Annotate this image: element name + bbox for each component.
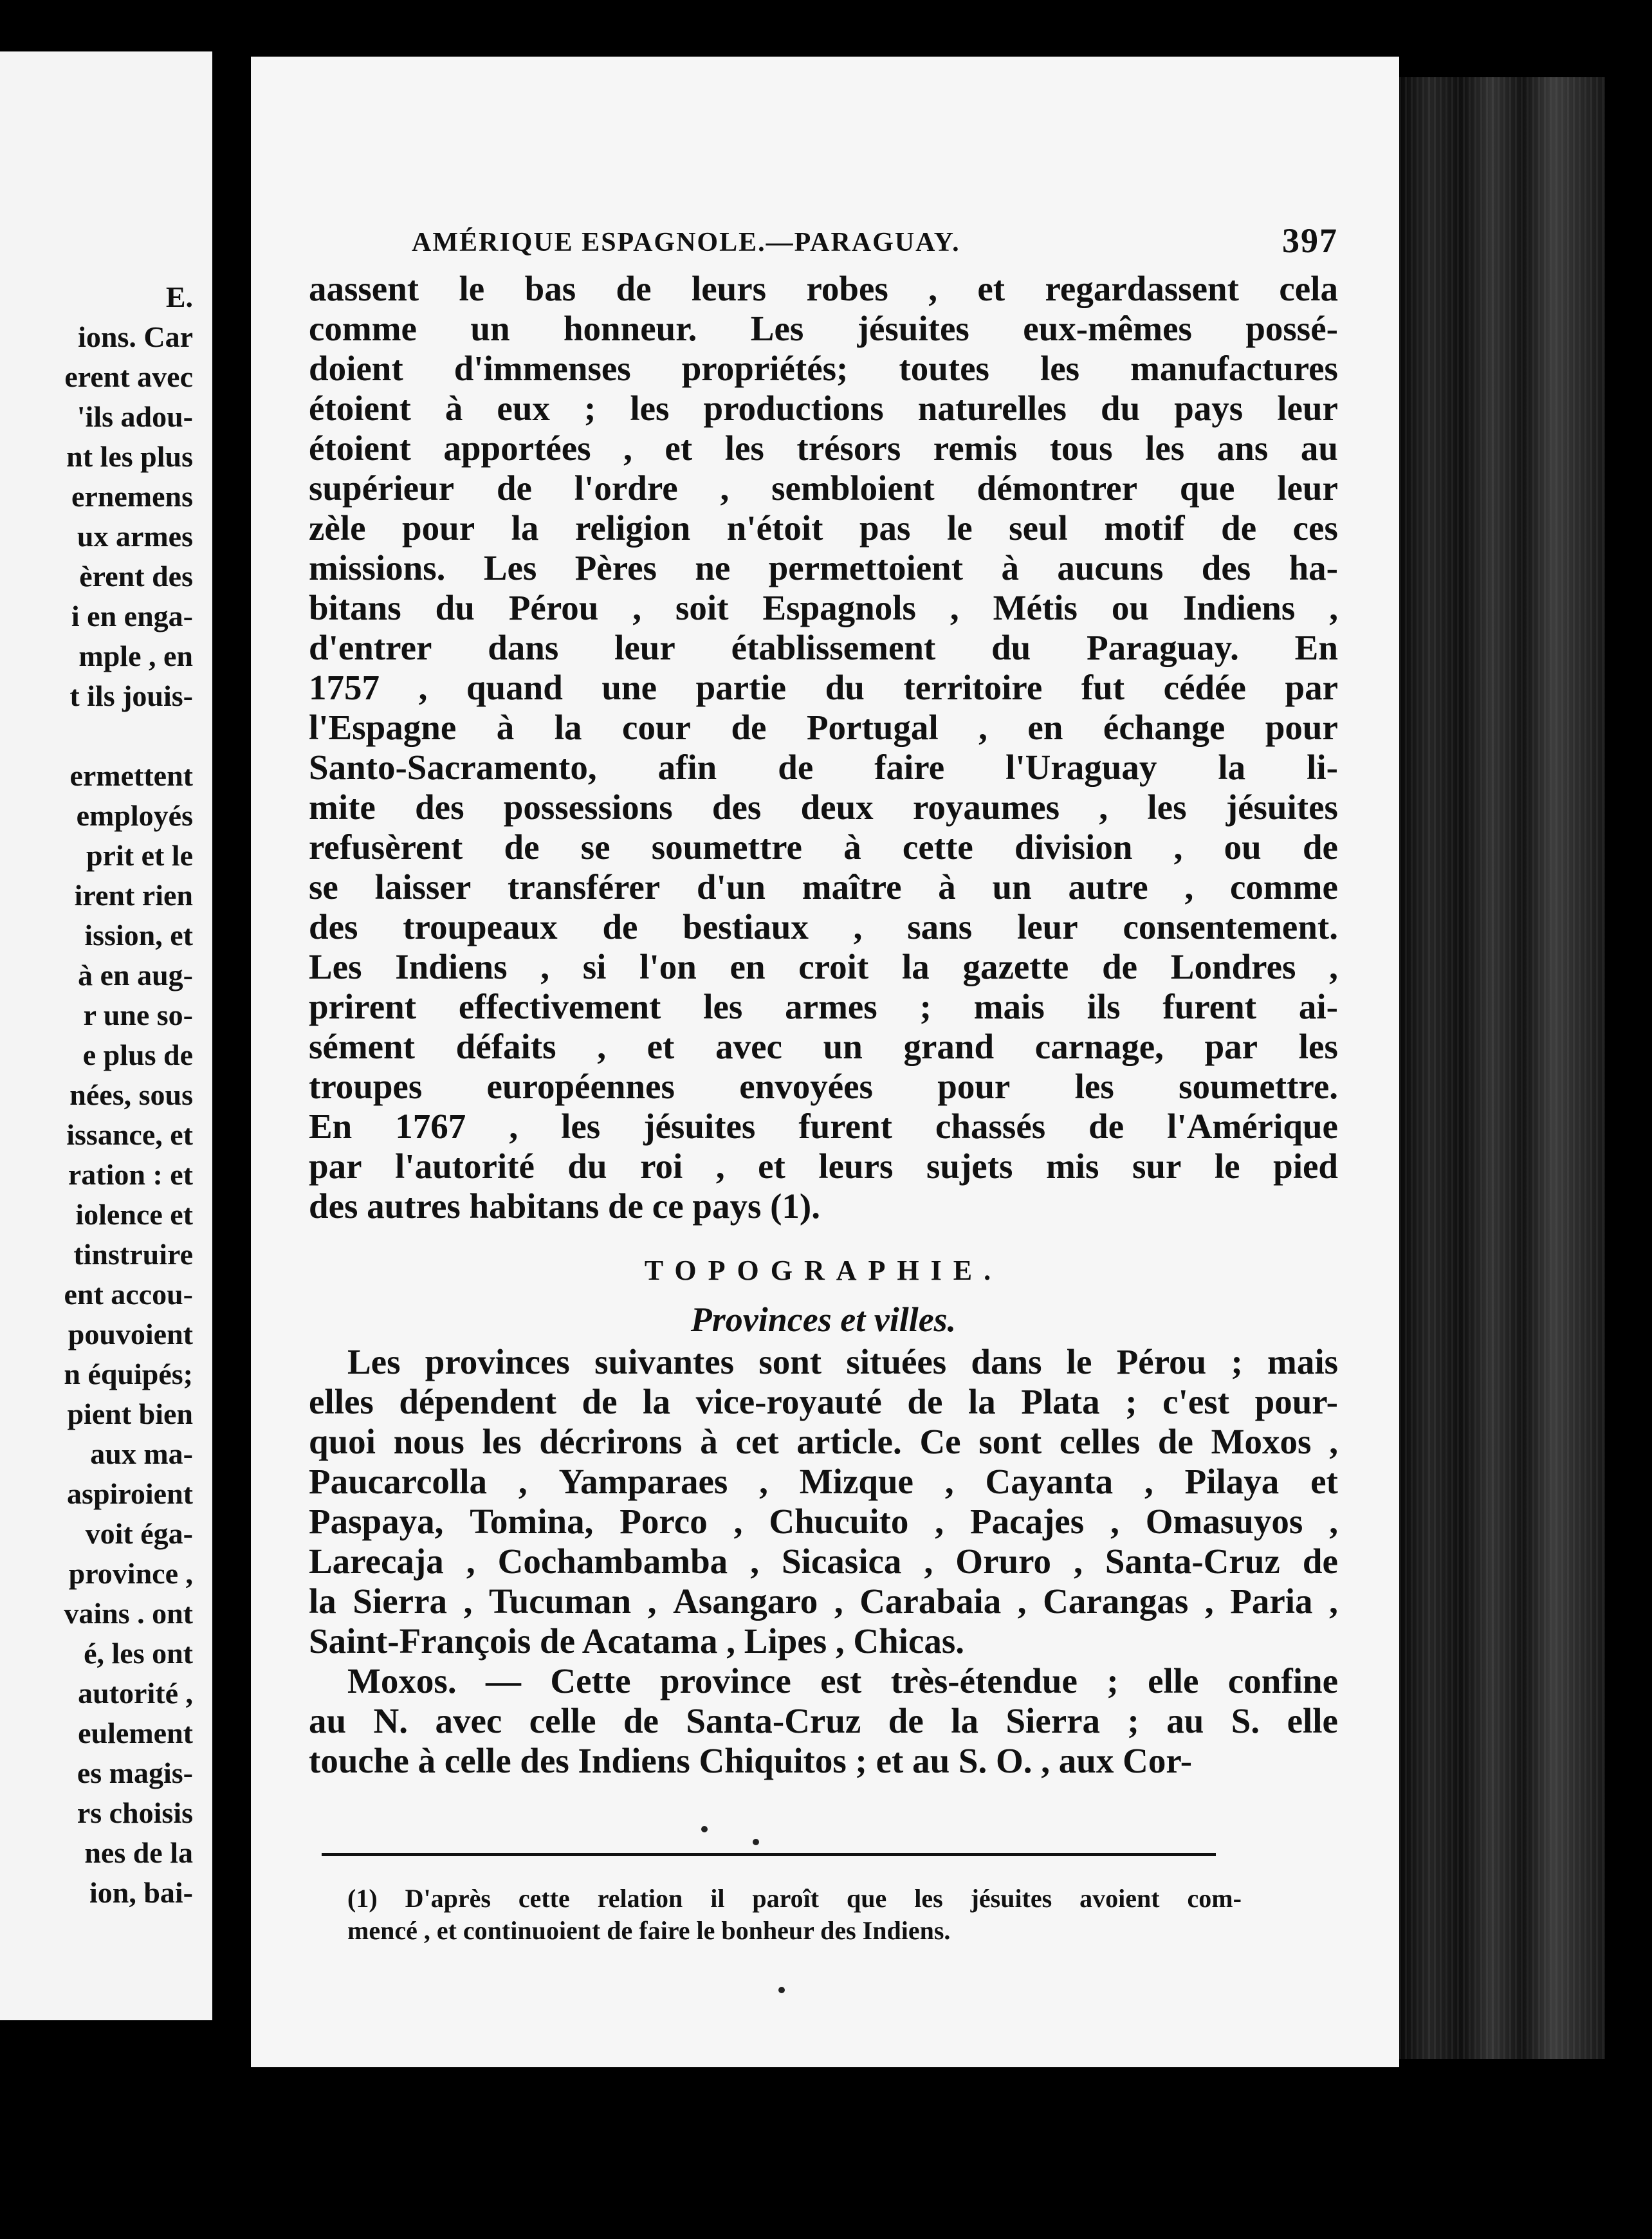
left-page-line: pouvoient — [68, 1318, 193, 1350]
left-page-line: mple , en — [78, 640, 193, 672]
left-page-line: province , — [68, 1557, 193, 1590]
text-line: prirent effectivement les armes ; mais ils furent ai- — [309, 987, 1338, 1026]
left-page-line: iolence et — [75, 1198, 193, 1231]
left-page-line: autorité , — [78, 1677, 193, 1709]
left-page-line: nes de la — [84, 1836, 193, 1869]
footnote — [347, 1883, 1242, 1947]
left-page-line: E. — [165, 281, 193, 313]
text-line: mencé , et continuoient de faire le bonheur des Indiens. — [347, 1916, 951, 1945]
left-page-line: ission, et — [84, 919, 193, 952]
left-page-line: voit éga- — [85, 1517, 193, 1550]
left-page-line: é, les ont — [84, 1637, 193, 1670]
text-line: doient d'immenses propriétés; toutes les manufactures — [309, 349, 1338, 388]
left-page-line: prit et le — [86, 839, 193, 872]
text-line: par l'autorité du roi , et leurs sujets mis sur le pied — [309, 1147, 1338, 1186]
text-line: Les Indiens , si l'on en croit la gazette de Londres , — [309, 947, 1338, 986]
text-line: En 1767 , les jésuites furent chassés de l'Amérique — [309, 1107, 1338, 1146]
running-head: AMÉRIQUE ESPAGNOLE.—PARAGUAY. — [412, 228, 960, 257]
paragraph-provinces — [309, 1342, 1338, 1661]
text-line: 1757 , quand une partie du territoire fut cédée par — [309, 668, 1338, 707]
text-line: refusèrent de se soumettre à cette division , ou de — [309, 827, 1338, 867]
text-line: sément défaits , et avec un grand carnage, par les — [309, 1027, 1338, 1066]
left-page-line: ernemens — [71, 480, 193, 513]
text-line: bitans du Pérou , soit Espagnols , Métis ou Indiens , — [309, 588, 1338, 627]
left-page-line: issance, et — [66, 1118, 193, 1151]
left-page-line: t ils jouis- — [69, 679, 193, 712]
left-page-fragment — [0, 51, 212, 2020]
main-text — [309, 269, 1338, 1781]
left-page-line: ux armes — [77, 520, 193, 553]
left-page-line: pient bien — [67, 1397, 193, 1430]
left-page-line: n équipés; — [64, 1358, 193, 1390]
paragraph-moxos — [309, 1661, 1338, 1781]
text-line: zèle pour la religion n'étoit pas le seul motif de ces — [309, 508, 1338, 548]
left-page-line: aspiroient — [67, 1477, 193, 1510]
text-line: se laisser transférer d'un maître à un autre , comme — [309, 867, 1338, 907]
left-page-line: rs choisis — [77, 1796, 193, 1829]
text-line: Saint-François de Acatama , Lipes , Chicas. — [309, 1621, 965, 1661]
text-line: Santo-Sacramento, afin de faire l'Uraguay la li- — [309, 748, 1338, 787]
text-line: au N. avec celle de Santa-Cruz de la Sierra ; au S. elle — [309, 1701, 1338, 1740]
text-line: des troupeaux de bestiaux , sans leur consentement. — [309, 907, 1338, 946]
left-page-line: e plus de — [82, 1038, 193, 1071]
left-page-line: 'ils adou- — [77, 400, 193, 433]
left-page-line: erent avec — [64, 360, 193, 393]
text-line: missions. Les Pères ne permettoient à aucuns des ha- — [309, 548, 1338, 587]
ink-speck — [778, 1987, 785, 1993]
section-subheading: Provinces et villes. — [690, 1300, 957, 1339]
left-page-line: ion, bai- — [89, 1876, 193, 1909]
left-page-line: eulement — [78, 1717, 193, 1749]
book-fore-edge — [1399, 77, 1605, 2059]
text-line: d'entrer dans leur établissement du Paraguay. En — [309, 628, 1338, 667]
section-heading: TOPOGRAPHIE. — [644, 1255, 1003, 1286]
left-page-line: es magis- — [77, 1756, 193, 1789]
text-line: Paucarcolla , Yamparaes , Mizque , Cayanta , Pilaya et — [309, 1462, 1338, 1501]
text-line: Larecaja , Cochambamba , Sicasica , Oruro , Santa-Cruz de — [309, 1542, 1338, 1581]
text-line: Les provinces suivantes sont situées dans le Pérou ; mais — [347, 1342, 1338, 1381]
text-line: mite des possessions des deux royaumes , les jésuites — [309, 788, 1338, 827]
left-page-line: tinstruire — [73, 1238, 193, 1271]
left-page-line: nt les plus — [66, 440, 193, 473]
left-page-line: à en aug- — [78, 959, 193, 991]
text-line: Moxos. — Cette province est très-étendue ; elle confine — [347, 1661, 1338, 1700]
left-page-line: nées, sous — [69, 1078, 193, 1111]
text-line: aassent le bas de leurs robes , et regardassent cela — [309, 269, 1338, 308]
left-page-line: vains . ont — [64, 1597, 193, 1630]
left-page-line: irent rien — [74, 879, 193, 912]
text-line: supérieur de l'ordre , sembloient démontrer que leur — [309, 468, 1338, 508]
left-page-line: aux ma- — [90, 1437, 193, 1470]
text-line: étoient apportées , et les trésors remis tous les ans au — [309, 428, 1338, 468]
book-page — [251, 57, 1399, 2067]
page-header — [412, 221, 1338, 266]
page-number: 397 — [1282, 221, 1338, 260]
paragraph-jesuits — [309, 269, 1338, 1226]
left-page-line: ration : et — [68, 1158, 193, 1191]
text-line: elles dépendent de la vice-royauté de la Plata ; c'est pour- — [309, 1382, 1338, 1421]
text-line: troupes européennes envoyées pour les soumettre. — [309, 1067, 1338, 1106]
left-page-line: ermettent — [69, 759, 193, 792]
text-line: comme un honneur. Les jésuites eux-mêmes possé- — [309, 309, 1338, 348]
text-line: la Sierra , Tucuman , Asangaro , Carabaia , Carangas , Paria , — [309, 1581, 1338, 1621]
ink-speck — [753, 1839, 759, 1845]
text-line: touche à celle des Indiens Chiquitos ; et au S. O. , aux Cor- — [309, 1741, 1193, 1780]
text-line: étoient à eux ; les productions naturelles du pays leur — [309, 389, 1338, 428]
footnote-rule — [322, 1853, 1216, 1856]
left-page-line: èrent des — [79, 560, 193, 593]
left-page-line: ent accou- — [64, 1278, 193, 1311]
left-page-line: employés — [76, 799, 193, 832]
text-line: Paspaya, Tomina, Porco , Chucuito , Pacajes , Omasuyos , — [309, 1502, 1338, 1541]
text-line: des autres habitans de ce pays (1). — [309, 1186, 821, 1226]
text-line: l'Espagne à la cour de Portugal , en échange pour — [309, 708, 1338, 747]
left-page-line: i en enga- — [71, 600, 193, 632]
left-page-line: r une so- — [83, 999, 193, 1031]
ink-speck — [701, 1826, 708, 1832]
text-line: (1) D'après cette relation il paroît que les jésuites avoient com- — [347, 1884, 1242, 1913]
left-page-line: ions. Car — [78, 320, 193, 353]
text-line: quoi nous les décrirons à cet article. Ce sont celles de Moxos , — [309, 1422, 1338, 1461]
